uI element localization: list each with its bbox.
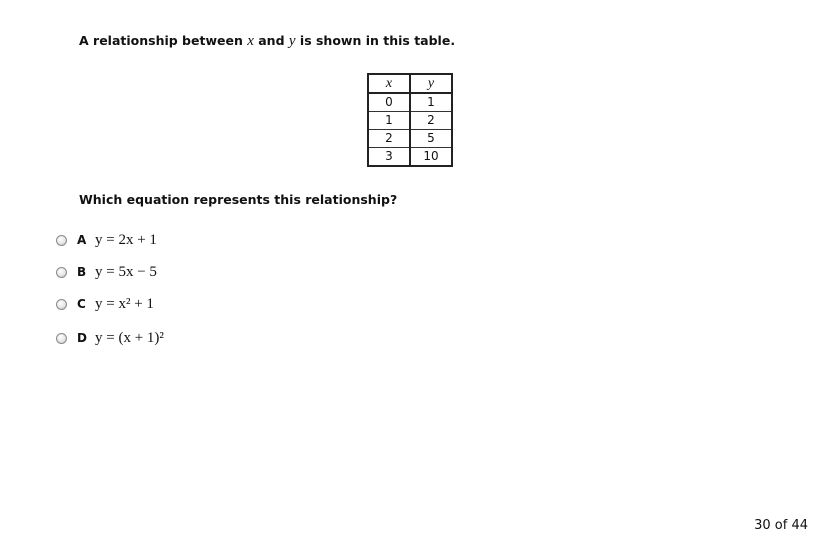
option-c[interactable] <box>56 294 154 314</box>
table-row <box>368 112 452 130</box>
option-d[interactable] <box>56 328 164 348</box>
radio-button-a[interactable] <box>56 235 67 246</box>
prompt-text-2: and <box>253 33 289 48</box>
table-row <box>368 130 452 148</box>
radio-button-b[interactable] <box>56 267 67 278</box>
prompt-text-3: is shown in this table. <box>295 33 456 48</box>
option-b[interactable] <box>56 262 157 282</box>
prompt-var-y: y <box>288 33 296 49</box>
table-cell-x: 1 <box>368 112 410 130</box>
table-row <box>368 93 452 112</box>
table-cell-x: 0 <box>368 93 410 112</box>
table-row <box>368 148 452 167</box>
option-letter-a: A <box>77 233 87 247</box>
page-counter: 30 of 44 <box>754 518 808 533</box>
option-equation-a: y = 2x + 1 <box>95 231 157 248</box>
table-header-row <box>368 74 452 93</box>
option-equation-c: y = x² + 1 <box>95 295 154 312</box>
table-cell-y: 2 <box>410 112 452 130</box>
option-a[interactable] <box>56 230 157 250</box>
prompt-text-1: A relationship between <box>79 33 248 48</box>
question-ask: Which equation represents this relationship? <box>79 192 398 207</box>
option-letter-b: B <box>77 265 87 279</box>
option-letter-d: D <box>77 331 87 345</box>
table-cell-y: 10 <box>410 148 452 167</box>
option-equation-d: y = (x + 1)² <box>95 329 164 346</box>
radio-button-c[interactable] <box>56 299 67 310</box>
prompt-var-x: x <box>247 33 254 49</box>
table-header-x: x <box>368 74 410 93</box>
table-cell-y: 5 <box>410 130 452 148</box>
xy-table <box>367 73 453 167</box>
table-cell-x: 2 <box>368 130 410 148</box>
table-cell-x: 3 <box>368 148 410 167</box>
option-equation-b: y = 5x − 5 <box>95 263 157 280</box>
option-letter-c: C <box>77 297 86 311</box>
radio-button-d[interactable] <box>56 333 67 344</box>
question-prompt <box>79 33 455 50</box>
table-cell-y: 1 <box>410 93 452 112</box>
table-header-y: y <box>410 74 452 93</box>
